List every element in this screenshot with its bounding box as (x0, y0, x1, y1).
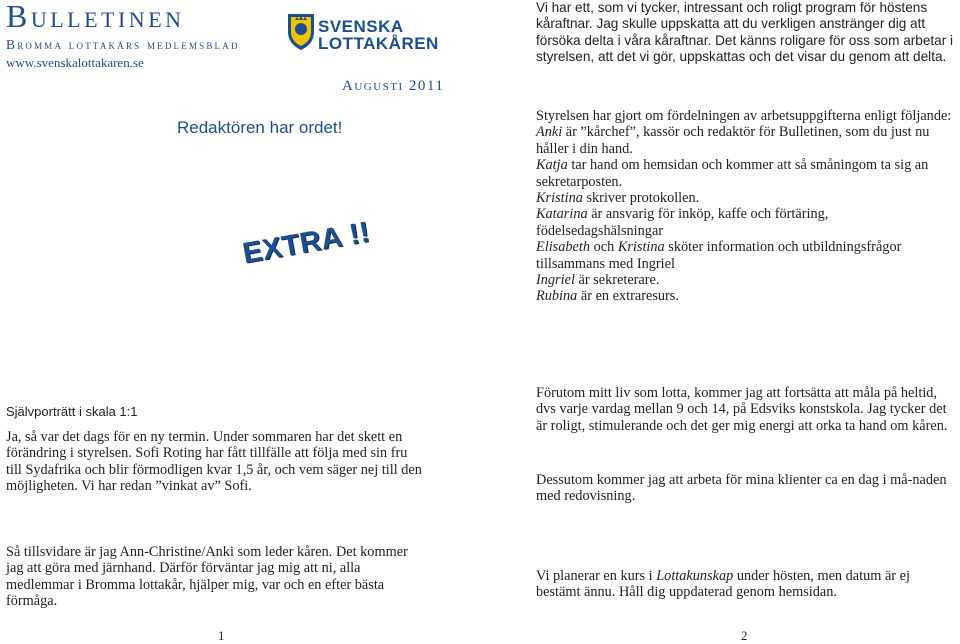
page-number-2: 2 (741, 628, 748, 643)
right-paragraph-1: Förutom mitt liv som lotta, kommer jag att fortsätta att måla på heltid, dvs varje vardag mellan 9 och 14, på Edsviks konstskola. Jag tycker det är roligt, stimulerande och det ger mig energi att orka ta hand om kåren. (536, 385, 948, 434)
role-anki: Anki är ”kårchef”, kassör och redaktör för Bulletinen, som du just nu håller i din hand. (536, 124, 930, 157)
intro-paragraph (536, 0, 956, 66)
right-paragraph-2: Dessutom kommer jag att arbeta för mina klienter ca en dag i må-naden med redovisning. (536, 472, 947, 505)
role-ingriel: Ingriel är sekreterare. (536, 272, 660, 289)
logo-line-2: LOTTAKÅREN (318, 34, 439, 53)
role-katja: Katja tar hand om hemsidan och kommer att så småningom ta sig an sekretarposten. (536, 157, 929, 190)
intro-text: Vi har ett, som vi tycker, intressant och roligt program för höstens kåraftnar. Jag skulle uppskatta att du verkligen anstränger dig att försöka delta i våra kåraftnar. Det känns roligare för oss som arbetar i styrelsen, att det vi gör, uppskattas och det visar du genom att delta. (536, 0, 954, 65)
photo-caption: Självporträtt i skala 1:1 (6, 404, 138, 419)
logo-wordmark (318, 18, 439, 52)
newsletter-subtitle: Bromma lottakårs medlemsblad (6, 37, 240, 52)
newsletter-title: Bulletinen (6, 0, 185, 34)
role-katarina: Katarina är ansvarig för inköp, kaffe och förtäring, födelsedagshälsningar (536, 206, 829, 239)
role-elisabeth-kristina: Elisabeth och Kristina sköter information och utbildningsfrågor tillsammans med Ingriel (536, 239, 902, 272)
editor-heading: Redaktören har ordet! (177, 118, 343, 137)
roles-intro: Styrelsen har gjort om fördelningen av arbetsuppgifterna enligt följande: (536, 108, 952, 124)
website-url: www.svenskalottakaren.se (6, 55, 144, 70)
right-paragraph-3: Vi planerar en kurs i Lottakunskap under hösten, men datum är ej bestämt ännu. Håll dig uppdaterad genom hemsidan. (536, 568, 910, 601)
issue-date: Augusti 2011 (342, 78, 445, 94)
role-kristina: Kristina skriver protokollen. (536, 190, 700, 207)
left-paragraph-1: Ja, så var det dags för en ny termin. Under sommaren har det skett en förändring i styrelsen. Sofi Roting har fått tillfälle att följa med sin fru till Sydafrika och blir förmodligen kvar 1,5 år, och vem säger nej till den möjligheten. Vi har redan ”vinkat av” Sofi. (6, 429, 422, 495)
extra-stamp: EXTRA !! (240, 216, 373, 271)
left-paragraph-2: Så tillsvidare är jag Ann-Christine/Anki som leder kåren. Det kommer jag att göra med järnhand. Därför förväntar jag mig att ni, alla medlemmar i Bromma lottakår, hjälper mig, var och en efter bästa förmåga. (6, 544, 408, 610)
roles-section (536, 108, 956, 305)
role-rubina: Rubina är en extraresurs. (536, 288, 679, 305)
page-number-1: 1 (218, 628, 225, 643)
logo-line-1: SVENSKA (318, 17, 404, 36)
